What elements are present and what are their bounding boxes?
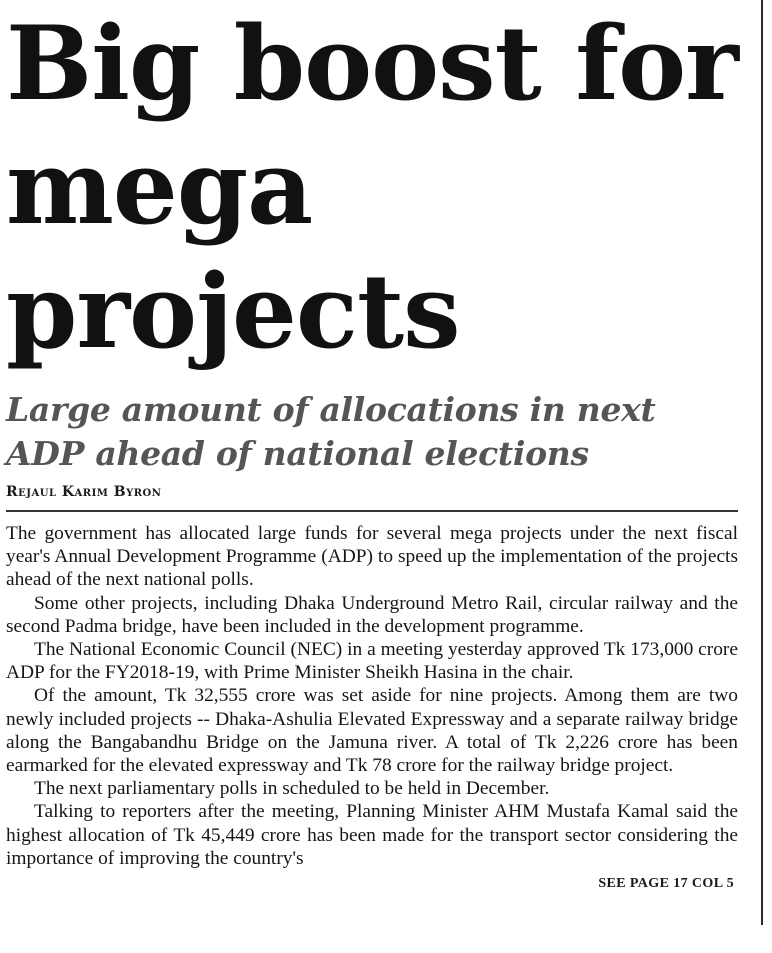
headline-line-1: Big boost for [6, 4, 738, 124]
paragraph: Of the amount, Tk 32,555 crore was set aside for nine projects. Among them are two newly included projects -- Dhaka-Ashulia Elevated Expressway and a separate railway bridge along the Bangabandhu Bridge on the Jamuna river. A total of Tk 2,226 crore has been earmarked for the elevated expressway and Tk 78 crore for the railway bridge project. [6, 685, 738, 777]
paragraph: Some other projects, including Dhaka Underground Metro Rail, circular railway and the second Padma bridge, have been included in the development programme. [6, 592, 738, 637]
paragraph: The next parliamentary polls in scheduled to be held in December. [34, 778, 550, 800]
column-rule [761, 0, 763, 925]
paragraph: Talking to reporters after the meeting, Planning Minister AHM Mustafa Kamal said the highest allocation of Tk 45,449 crore has been made for the transport sector considering the importance of improving the country's [6, 801, 738, 869]
article-body [6, 522, 738, 870]
continued-on-page-link[interactable]: SEE PAGE 17 COL 5 [598, 876, 734, 892]
subheadline-line-2: ADP ahead of national elections [6, 434, 589, 473]
paragraph: The government has allocated large funds for several mega projects under the next fiscal year's Annual Development Programme (ADP) to speed up the implementation of the projects ahead of the next national polls. [6, 523, 738, 591]
byline-divider [6, 510, 738, 512]
subheadline-line-1: Large amount of allocations in next [6, 390, 656, 429]
news-article [6, 0, 744, 892]
headline-line-2: mega projects [6, 128, 460, 372]
subheadline [6, 388, 744, 476]
headline [6, 2, 744, 374]
byline: Rejaul Karim Byron [6, 484, 162, 500]
paragraph: The National Economic Council (NEC) in a meeting yesterday approved Tk 173,000 crore ADP for the FY2018-19, with Prime Minister Sheikh Hasina in the chair. [6, 639, 738, 684]
